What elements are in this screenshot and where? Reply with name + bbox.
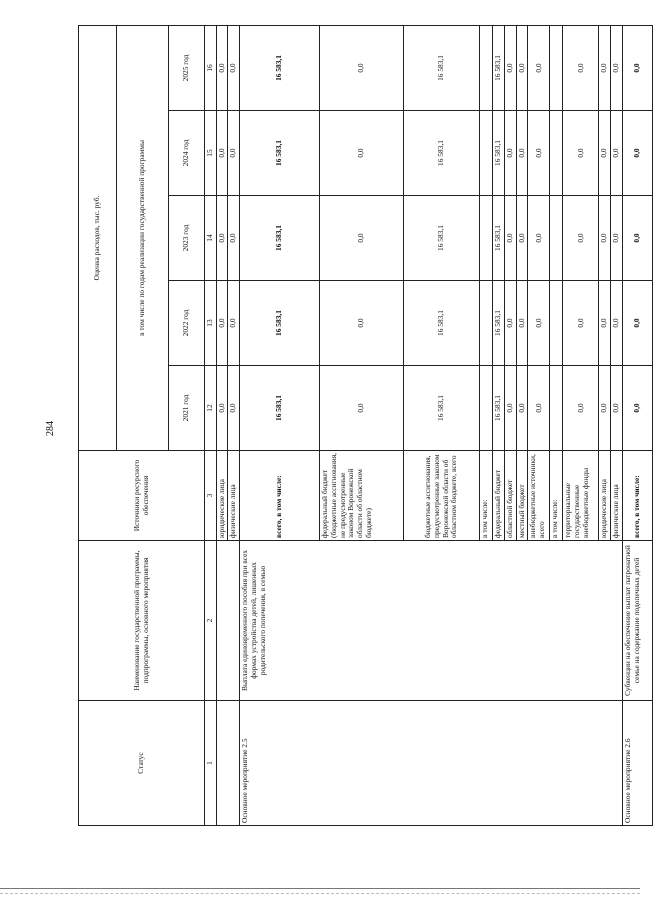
value-cell: 0,0 xyxy=(528,25,550,110)
col-num: 15 xyxy=(205,111,217,196)
budget-table xyxy=(78,25,653,826)
value-cell: 0,0 xyxy=(563,111,599,196)
source-cell: физические лица xyxy=(228,451,240,541)
value-cell: 0,0 xyxy=(599,366,611,451)
source-cell-total: всего, в том числе: xyxy=(622,451,652,541)
value-cell: 16 583,1 xyxy=(493,281,505,366)
value-cell: 0,0 xyxy=(504,281,516,366)
value-cell: 0,0 xyxy=(320,366,404,451)
header-name: Наименование государственной программы, подпрограммы, основного мероприятия xyxy=(79,541,205,701)
value-cell: 0,0 xyxy=(622,111,652,196)
measure-name-cell: Выплата единовременного пособия при всех формах устройства детей, лишенных родительского попечения, в семью xyxy=(240,541,623,701)
value-cell: 16 583,1 xyxy=(240,111,320,196)
value-cell: 0,0 xyxy=(528,281,550,366)
value-cell: 0,0 xyxy=(622,25,652,110)
value-cell: 0,0 xyxy=(228,111,240,196)
value-cell: 0,0 xyxy=(516,366,528,451)
col-num: 1 xyxy=(205,701,217,826)
value-cell: 0,0 xyxy=(216,196,228,281)
value-cell: 0,0 xyxy=(528,366,550,451)
value-cell: 16 583,1 xyxy=(404,25,480,110)
source-cell: областной бюджет xyxy=(504,451,516,541)
col-num: 16 xyxy=(205,25,217,110)
name-cell-empty xyxy=(216,541,239,701)
value-cell: 0,0 xyxy=(504,111,516,196)
value-cell xyxy=(480,111,493,196)
value-cell: 0,0 xyxy=(320,196,404,281)
value-cell: 0,0 xyxy=(228,366,240,451)
header-by-years: в том числе по годам реализации государственной программы xyxy=(117,25,169,450)
bottom-scan-rule xyxy=(0,888,640,889)
value-cell: 16 583,1 xyxy=(240,366,320,451)
value-cell: 0,0 xyxy=(228,281,240,366)
value-cell: 16 583,1 xyxy=(240,196,320,281)
source-cell: юридические лица xyxy=(216,451,228,541)
value-cell: 16 583,1 xyxy=(404,366,480,451)
value-cell xyxy=(550,111,563,196)
source-cell: внебюджетные источники, всего xyxy=(528,451,550,541)
value-cell: 0,0 xyxy=(228,25,240,110)
value-cell: 16 583,1 xyxy=(493,25,505,110)
value-cell xyxy=(480,25,493,110)
value-cell xyxy=(480,366,493,451)
col-num: 13 xyxy=(205,281,217,366)
header-year: 2025 год xyxy=(169,25,205,110)
value-cell: 0,0 xyxy=(563,25,599,110)
value-cell: 0,0 xyxy=(516,281,528,366)
value-cell: 0,0 xyxy=(216,25,228,110)
value-cell: 0,0 xyxy=(216,281,228,366)
status-cell: Основное мероприятие 2.5 xyxy=(240,701,623,826)
source-cell: в том числе: xyxy=(550,451,563,541)
value-cell xyxy=(480,196,493,281)
measure-name-cell: Субвенции на обеспечение выплат патронатной семье на содержание подопечных детей xyxy=(622,541,652,701)
header-year: 2021 год xyxy=(169,366,205,451)
header-status: Статус xyxy=(79,701,205,826)
value-cell: 0,0 xyxy=(320,281,404,366)
source-cell-total: всего, в том числе: xyxy=(240,451,320,541)
value-cell: 16 583,1 xyxy=(404,111,480,196)
value-cell: 0,0 xyxy=(216,366,228,451)
value-cell: 0,0 xyxy=(599,281,611,366)
source-cell: местный бюджет xyxy=(516,451,528,541)
value-cell: 0,0 xyxy=(611,366,623,451)
value-cell: 0,0 xyxy=(599,196,611,281)
value-cell: 0,0 xyxy=(611,111,623,196)
value-cell: 16 583,1 xyxy=(240,25,320,110)
value-cell: 0,0 xyxy=(611,281,623,366)
value-cell: 16 583,1 xyxy=(493,366,505,451)
page-number: 284 xyxy=(45,421,56,436)
col-num: 3 xyxy=(205,451,217,541)
value-cell: 0,0 xyxy=(563,196,599,281)
value-cell: 0,0 xyxy=(599,25,611,110)
source-cell: в том числе: xyxy=(480,451,493,541)
value-cell: 16 583,1 xyxy=(404,196,480,281)
value-cell: 0,0 xyxy=(563,281,599,366)
value-cell: 0,0 xyxy=(622,281,652,366)
value-cell xyxy=(550,25,563,110)
value-cell xyxy=(480,281,493,366)
value-cell: 0,0 xyxy=(516,196,528,281)
source-cell: бюджетные ассигнования, предусмотренные законом Воронежской области об областном бюджете, всего xyxy=(404,451,480,541)
value-cell xyxy=(550,281,563,366)
value-cell: 0,0 xyxy=(622,366,652,451)
value-cell: 16 583,1 xyxy=(493,196,505,281)
header-year: 2022 год xyxy=(169,281,205,366)
value-cell: 0,0 xyxy=(563,366,599,451)
rotated-budget-table xyxy=(78,26,641,826)
value-cell: 0,0 xyxy=(611,25,623,110)
status-cell-empty xyxy=(216,701,239,826)
value-cell: 0,0 xyxy=(611,196,623,281)
bottom-scan-rule xyxy=(0,893,640,894)
value-cell: 0,0 xyxy=(622,196,652,281)
value-cell: 0,0 xyxy=(504,25,516,110)
source-cell: федеральный бюджет xyxy=(493,451,505,541)
value-cell: 16 583,1 xyxy=(493,111,505,196)
source-cell: юридические лица xyxy=(599,451,611,541)
value-cell: 0,0 xyxy=(320,111,404,196)
header-year: 2024 год xyxy=(169,111,205,196)
value-cell: 0,0 xyxy=(228,196,240,281)
header-source: Источники ресурсного обеспечения xyxy=(79,451,205,541)
value-cell: 16 583,1 xyxy=(240,281,320,366)
value-cell: 0,0 xyxy=(528,196,550,281)
source-cell: физические лица xyxy=(611,451,623,541)
value-cell: 0,0 xyxy=(528,111,550,196)
col-num: 2 xyxy=(205,541,217,701)
col-num: 14 xyxy=(205,196,217,281)
source-cell: территориальные государственные внебюджетные фонды xyxy=(563,451,599,541)
value-cell: 0,0 xyxy=(516,111,528,196)
col-num: 12 xyxy=(205,366,217,451)
value-cell: 0,0 xyxy=(504,366,516,451)
status-cell: Основное мероприятие 2.6 xyxy=(622,701,652,826)
value-cell: 0,0 xyxy=(516,25,528,110)
value-cell: 0,0 xyxy=(504,196,516,281)
source-cell: федеральный бюджет (бюджетные ассигнования, не предусмотренные законом Воронежской области об областном бюджете) xyxy=(320,451,404,541)
value-cell: 16 583,1 xyxy=(404,281,480,366)
header-year: 2023 год xyxy=(169,196,205,281)
value-cell xyxy=(550,366,563,451)
value-cell: 0,0 xyxy=(599,111,611,196)
value-cell xyxy=(550,196,563,281)
value-cell: 0,0 xyxy=(320,25,404,110)
value-cell: 0,0 xyxy=(216,111,228,196)
header-estimate: Оценка расходов, тыс. руб. xyxy=(79,25,117,450)
